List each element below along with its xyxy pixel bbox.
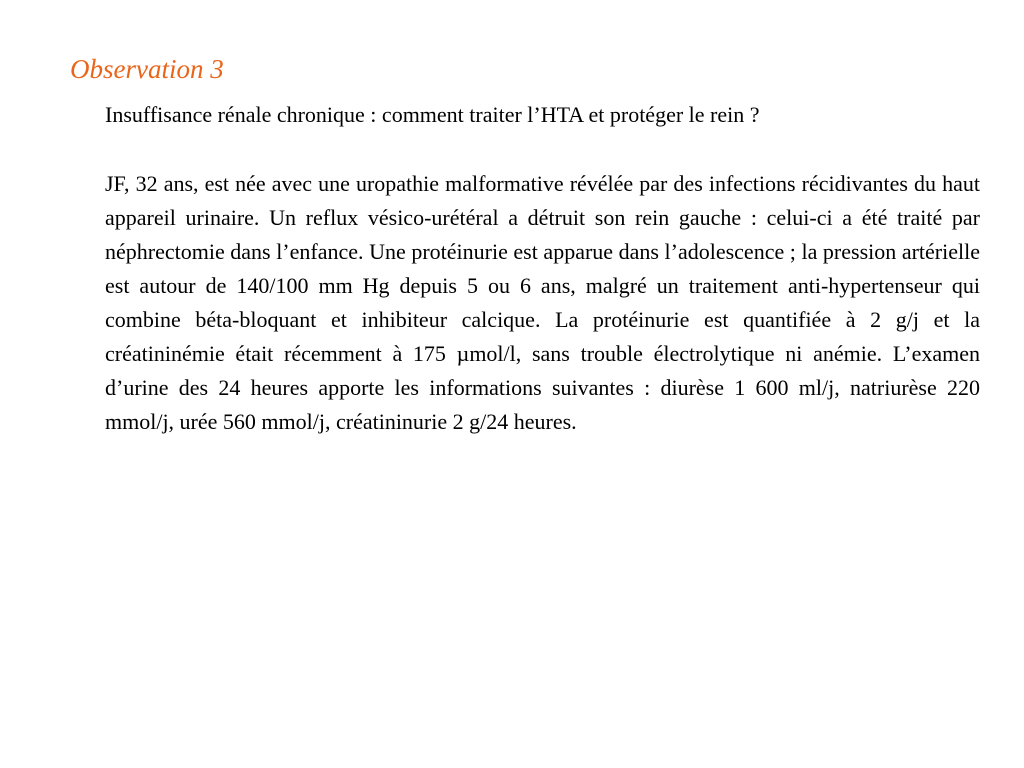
slide-subtitle: Insuffisance rénale chronique : comment traiter l’HTA et protéger le rein ? bbox=[105, 102, 760, 127]
case-description: JF, 32 ans, est née avec une uropathie malformative révélée par des infections récidivantes du haut appareil urinaire. Un reflux vésico-urétéral a détruit son rein gauche : celui-ci a été traité par néphrectomie dans l’enfance. Une protéinurie est apparue dans l’adolescence ; la pression artérielle est autour de 140/100 mm Hg depuis 5 ou 6 ans, malgré un traitement anti-hypertenseur qui combine béta-bloquant et inhibiteur calcique. La protéinurie est quantifiée à 2 g/j et la créatininémie était récemment à 175 µmol/l, sans trouble électrolytique ni anémie. L’examen d’urine des 24 heures apporte les informations suivantes : diurèse 1 600 ml/j, natriurèse 220 mmol/j, urée 560 mmol/j, créatininurie 2 g/24 heures. bbox=[105, 171, 980, 434]
slide-title: Observation 3 bbox=[70, 54, 224, 84]
